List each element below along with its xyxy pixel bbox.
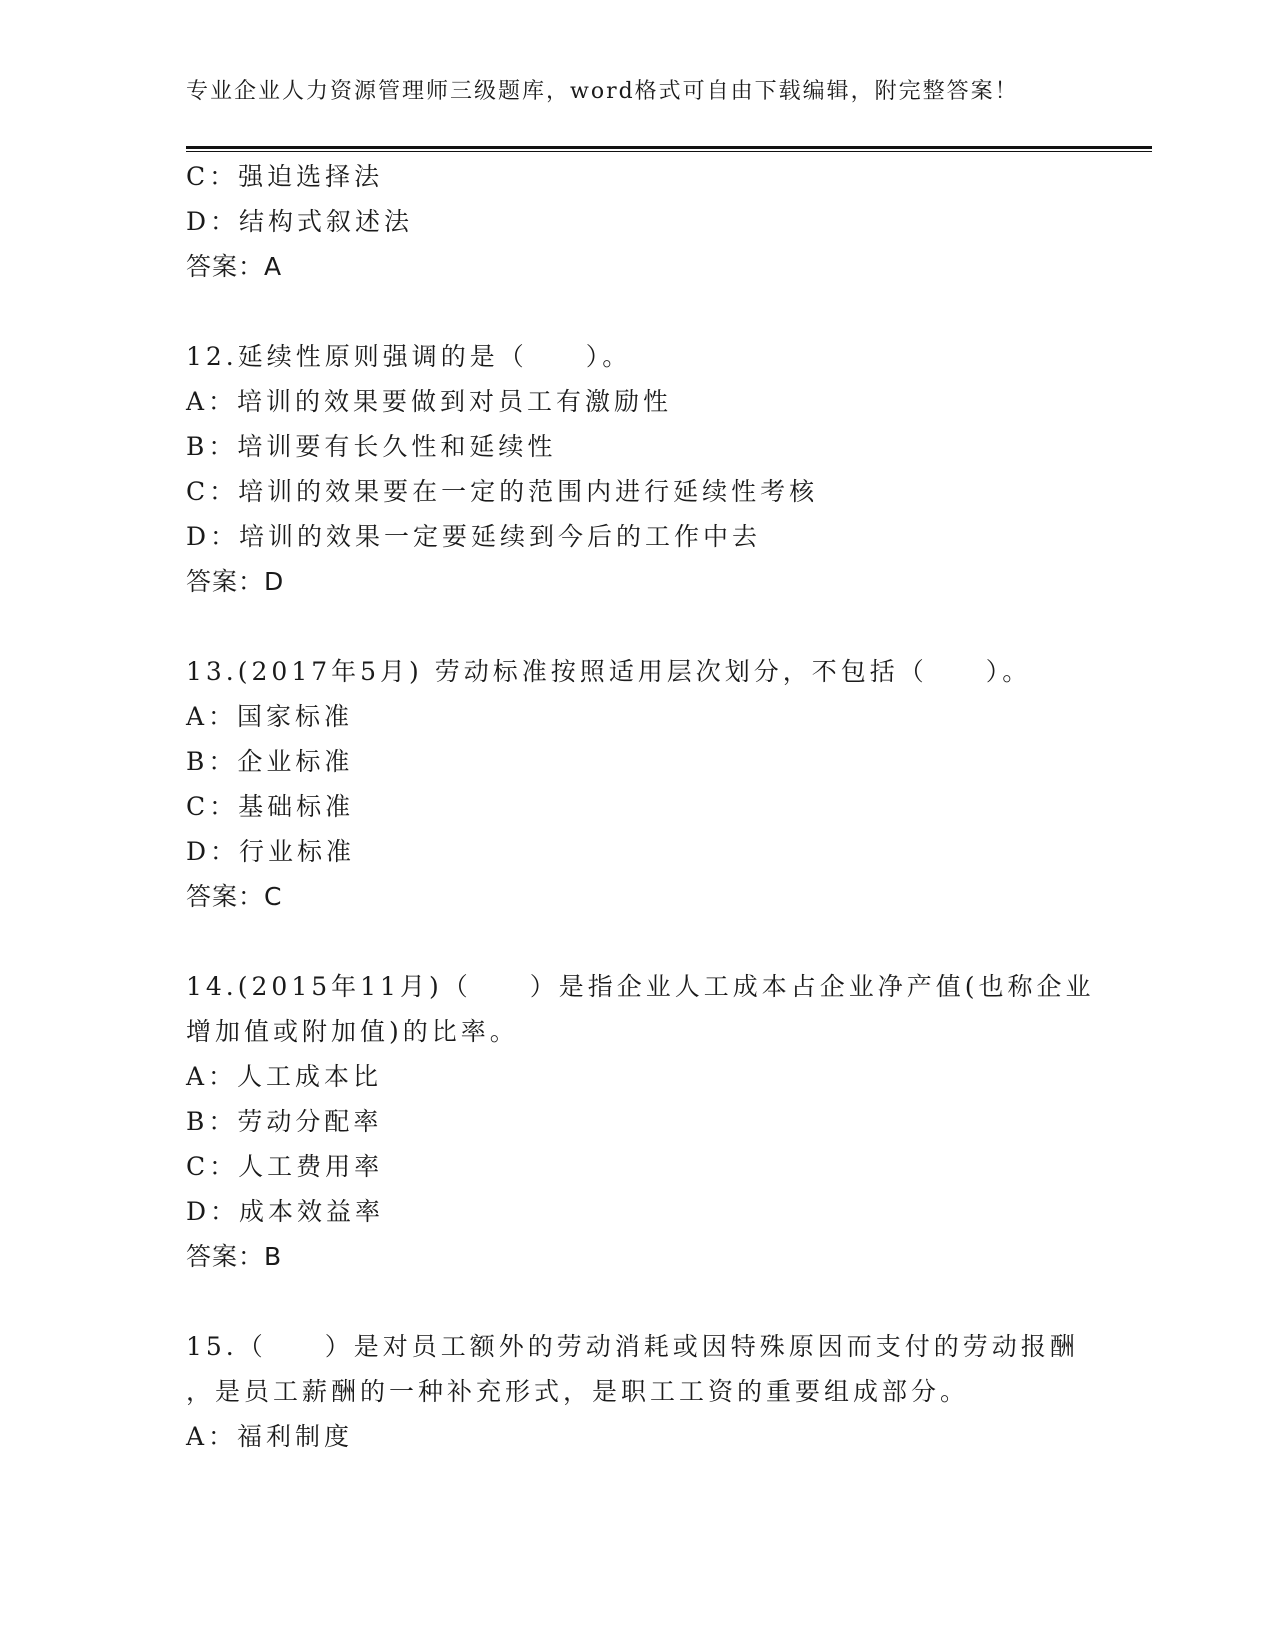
option-b: B：培训要有长久性和延续性 [186, 432, 557, 461]
header-divider [186, 146, 1152, 152]
option-c: C：基础标准 [186, 792, 355, 821]
option-c: C：培训的效果要在一定的范围内进行延续性考核 [186, 477, 819, 506]
option-d: D：培训的效果一定要延续到今后的工作中去 [186, 522, 762, 551]
option-a: A：人工成本比 [186, 1062, 383, 1091]
question-stem: 14.(2015年11月)（ ）是指企业人工成本占企业净产值(也称企业 [186, 972, 1095, 1001]
option-a: A：国家标准 [186, 702, 354, 731]
answer-line: 答案：B [186, 1242, 283, 1271]
option-a: A：培训的效果要做到对员工有激励性 [186, 387, 673, 416]
option-c: C：人工费用率 [186, 1152, 384, 1181]
question-14 [186, 964, 1146, 1279]
option-d: D：成本效益率 [186, 1197, 385, 1226]
question-stem-continued: 增加值或附加值)的比率。 [186, 1017, 519, 1046]
question-11-continued [186, 154, 1146, 289]
option-a: A：福利制度 [186, 1422, 354, 1451]
answer-line: 答案：A [186, 252, 283, 281]
option-d: D：行业标准 [186, 837, 356, 866]
answer-line: 答案：D [186, 567, 285, 596]
question-13 [186, 649, 1146, 919]
option-b: B：劳动分配率 [186, 1107, 383, 1136]
option-d: D：结构式叙述法 [186, 207, 414, 236]
answer-line: 答案：C [186, 882, 283, 911]
option-c: C：强迫选择法 [186, 162, 384, 191]
question-stem: 15.（ ）是对员工额外的劳动消耗或因特殊原因而支付的劳动报酬 [186, 1332, 1079, 1361]
document-body [186, 154, 1146, 1459]
page-header: 专业企业人力资源管理师三级题库，word格式可自由下载编辑，附完整答案！ [186, 79, 1019, 104]
question-stem: 12.延续性原则强调的是（ ）。 [186, 342, 632, 371]
option-b: B：企业标准 [186, 747, 354, 776]
question-12 [186, 334, 1146, 604]
question-stem: 13.(2017年5月) 劳动标准按照适用层次划分，不包括（ ）。 [186, 657, 1032, 686]
question-stem-continued: ，是员工薪酬的一种补充形式，是职工工资的重要组成部分。 [186, 1377, 970, 1406]
question-15 [186, 1324, 1146, 1459]
